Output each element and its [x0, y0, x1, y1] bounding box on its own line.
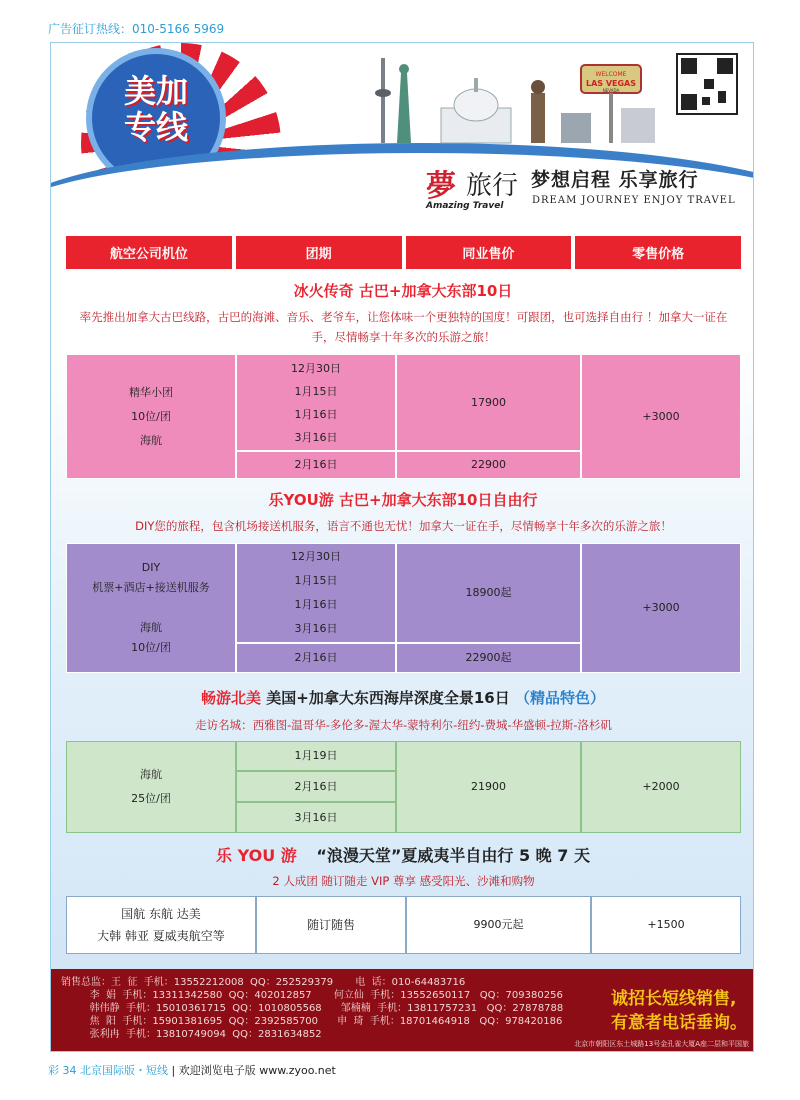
section-2-price-a: 18900起: [396, 543, 581, 643]
landmarks-illustration: [321, 53, 661, 148]
section-3-title-a: 畅游北美: [201, 689, 262, 707]
section-4-dates: 随订随售: [256, 896, 406, 954]
date-item: 12月30日: [291, 550, 341, 563]
section-4-retail: +1500: [591, 896, 741, 954]
date-item: 3月16日: [294, 622, 338, 635]
section-3-table: [66, 741, 741, 833]
recruit-promo: [611, 987, 751, 1035]
page-frame: [50, 42, 754, 1052]
logo-line-2: 专线: [123, 108, 188, 146]
date-item: 1月15日: [294, 384, 338, 398]
section-3-title-b: 美国+加拿大东西海岸深度全景16日: [266, 689, 510, 707]
info-line: 国航 东航 达美: [121, 907, 201, 921]
info-line: 10位/团: [131, 641, 171, 654]
page-footer: [48, 1062, 336, 1078]
col-airline: 航空公司机位: [66, 236, 232, 269]
section-3-title: [51, 687, 754, 708]
date-item: 1月16日: [294, 407, 338, 421]
section-3-desc: 走访名城：西雅图-温哥华-多伦多-渥太华-蒙特利尔-纽约-费城-华盛顿-拉斯-洛杉矶: [195, 718, 612, 732]
info-line: 大韩 韩亚 夏威夷航空等: [97, 929, 225, 943]
footer-row: 销售总监：王 征 手机：13552212008 QQ：252529379 电 话：010-64483716: [61, 977, 466, 988]
section-1-desc: 率先推出加拿大古巴线路，古巴的海滩、音乐、老爷车，让您体味一个更独特的国度！可跟团，也可选择自由行 ！加拿大一证在手，尽情畅享十年多次的乐游之旅！: [79, 310, 728, 344]
section-4-title-a: 乐 YOU 游: [216, 846, 297, 865]
section-1-price-b: 22900: [396, 451, 581, 479]
page-number: 彩 34 北京国际版・短线: [48, 1064, 168, 1077]
logo-line-1: 美加: [123, 72, 188, 110]
date-item: 12月30日: [291, 361, 341, 375]
las-vegas-text: LAS VEGAS: [585, 79, 637, 88]
col-trade-price: 同业售价: [406, 236, 572, 269]
nevada-text: NEVADA: [602, 88, 620, 93]
date-item: 2月16日: [294, 458, 338, 471]
section-1-price-a: 17900: [396, 354, 581, 451]
promo-line-1: 诚招长短线销售,: [611, 989, 737, 1009]
date-item: 2月16日: [236, 771, 396, 802]
qr-code[interactable]: [676, 53, 738, 115]
info-line: 机票+酒店+接送机服务: [92, 581, 210, 594]
section-3-retail: +2000: [581, 741, 741, 833]
brand-block: [426, 161, 736, 221]
section-4-title-b: “浪漫天堂”夏威夷半自由行 5 晚 7 天: [316, 846, 590, 865]
section-1-retail: +3000: [581, 354, 741, 479]
date-item: 1月15日: [294, 574, 338, 587]
col-dates: 团期: [236, 236, 402, 269]
section-4-info: [66, 896, 256, 954]
section-2-title: 乐YOU游 古巴+加拿大东部10日自由行: [268, 491, 538, 509]
section-1-dates-b: [236, 451, 396, 479]
section-3-title-c: （精品特色）: [514, 689, 605, 707]
info-line: 海航: [140, 768, 162, 781]
section-2-retail: +3000: [581, 543, 741, 673]
brand-seal: 夢: [426, 169, 456, 204]
info-line: 25位/团: [131, 792, 171, 805]
footer-row: 焦 阳 手机：15901381695 QQ：2392585700 申 琦 手机：18701464918 QQ：978420186: [61, 1016, 563, 1027]
footer-row: 张利冉 手机：13810749094 QQ：2831634852: [61, 1029, 322, 1040]
section-2-dates-a: [236, 543, 396, 643]
ad-hotline: 广告征订热线：010-5166 5969: [48, 22, 225, 36]
footer-row: 李 娟 手机：13311342580 QQ：402012857 何立仙 手机：13552650117 QQ：709380256: [61, 990, 563, 1001]
brand-slogan-en: DREAM JOURNEY ENJOY TRAVEL: [532, 195, 736, 206]
table-header: [66, 236, 741, 269]
info-line: 海航: [140, 433, 162, 447]
logo-text: [101, 73, 211, 145]
brand-luxing: 旅行: [466, 171, 519, 201]
section-2-desc: DIY您的旅程，包含机场接送机服务，语言不通也无忧！加拿大一证在手，尽情畅享十年多次的乐游之旅！: [135, 519, 672, 533]
section-2-info: [66, 543, 236, 673]
section-1-info: [66, 354, 236, 479]
info-line: 海航: [140, 621, 162, 634]
banner: [51, 43, 754, 238]
brand-amazing: Amazing Travel: [426, 201, 504, 211]
col-retail-price: 零售价格: [575, 236, 741, 269]
section-1-dates-a: [236, 354, 396, 451]
section-4-table: [66, 896, 741, 954]
info-line: 精华小团: [129, 385, 173, 399]
brand-slogan: 梦想启程 乐享旅行: [531, 169, 699, 191]
website-link[interactable]: 欢迎浏览电子版 www.zyoo.net: [178, 1064, 336, 1077]
section-4-title: [51, 843, 754, 866]
section-2-price-b: 22900起: [396, 643, 581, 673]
section-4-price: 9900元起: [406, 896, 591, 954]
sales-footer: [51, 969, 754, 1052]
section-4-desc: 2 人成团 随订随走 VIP 尊享 感受阳光、沙滩和购物: [272, 874, 535, 888]
welcome-text: WELCOME: [595, 71, 627, 78]
info-line: DIY: [141, 561, 161, 574]
date-item: 1月19日: [236, 741, 396, 771]
separator: |: [171, 1064, 176, 1077]
section-2-dates-b: [236, 643, 396, 673]
company-address: 北京市朝阳区东土城路13号金孔雀大厦A座二层和平国旅: [574, 1040, 749, 1048]
date-item: 3月16日: [294, 430, 338, 444]
section-2-table: [66, 543, 741, 673]
footer-row: 韩伟静 手机：15010361715 QQ：1010805568 邹楠楠 手机：13811757231 QQ：27878788: [61, 1003, 564, 1014]
section-1-table: [66, 354, 741, 479]
section-3-info: [66, 741, 236, 833]
section-1-title: 冰火传奇 古巴+加拿大东部10日: [293, 282, 513, 300]
promo-line-2: 有意者电话垂询。: [611, 1013, 747, 1033]
info-line: 10位/团: [131, 409, 171, 423]
date-item: 3月16日: [236, 802, 396, 833]
date-item: 2月16日: [294, 651, 338, 664]
section-3-price: 21900: [396, 741, 581, 833]
date-item: 1月16日: [294, 598, 338, 611]
